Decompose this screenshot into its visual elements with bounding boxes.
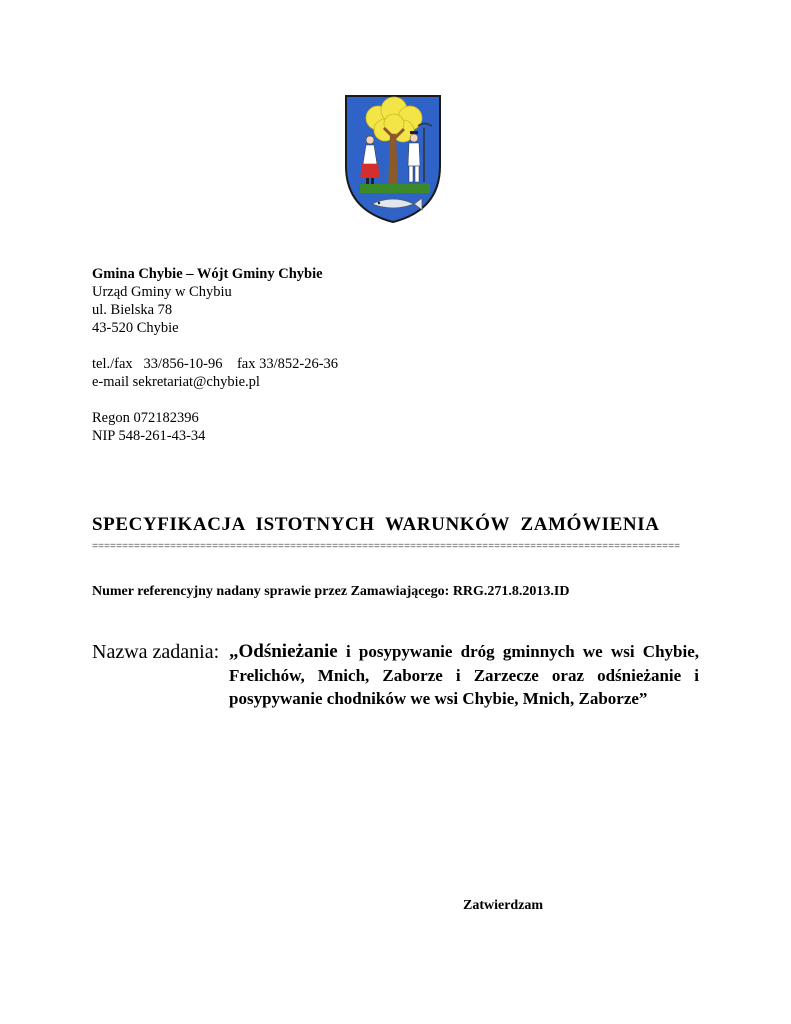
approval-label: Zatwierdzam: [463, 898, 544, 913]
task-name-start: „Odśnieżanie: [229, 641, 338, 662]
address-block: [92, 265, 338, 445]
task-name: [229, 640, 699, 711]
office-name: Urząd Gminy w Chybiu: [92, 284, 232, 300]
nip-number: NIP 548-261-43-34: [92, 428, 206, 444]
reference-number: Numer referencyjny nadany sprawie przez Zamawiającego: RRG.271.8.2013.ID: [92, 584, 570, 599]
document-title: SPECYFIKACJA ISTOTNYCH WARUNKÓW ZAMÓWIENIA: [92, 514, 660, 535]
task-label: Nazwa zadania:: [92, 641, 220, 663]
email-address: e-mail sekretariat@chybie.pl: [92, 374, 260, 390]
task-name-rest: i posypywanie dróg gminnych we wsi Chybie, Frelichów, Mnich, Zaborze i Zarzecze oraz odśnieżanie i posypywanie chodników we wsi Chybie, Mnich, Zaborze”: [229, 642, 699, 708]
phone-fax: tel./fax 33/856-10-96 fax 33/852-26-36: [92, 356, 339, 372]
coat-of-arms-icon: [338, 88, 448, 228]
postal-city: 43-520 Chybie: [92, 320, 179, 336]
separator-line: ==================================================================================================: [92, 543, 681, 553]
regon-number: Regon 072182396: [92, 410, 199, 426]
street-address: ul. Bielska 78: [92, 302, 173, 318]
municipality-name: Gmina Chybie – Wójt Gminy Chybie: [92, 266, 323, 282]
